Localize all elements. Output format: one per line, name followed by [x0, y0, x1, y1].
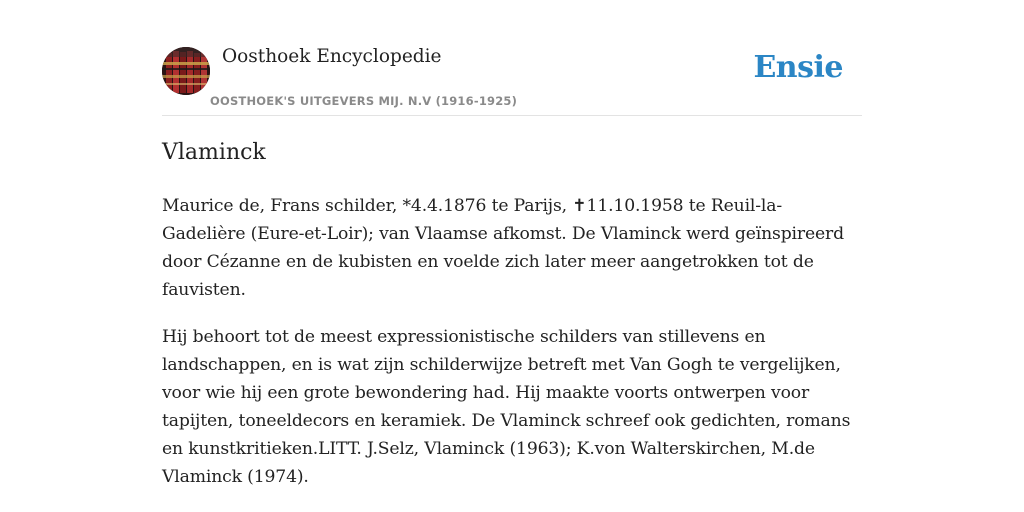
ensie-logo[interactable]: Ensie — [753, 50, 843, 85]
article-paragraph: Hij behoort tot de meest expressionistische schilders van stillevens en landschappen, en is wat zijn schilderwijze betreft met Van Gogh te vergelijken, voor wie hij een grote bewondering had. Hij maakte voorts ontwerpen voor tapijten, toneeldecors en keramiek. De Vlaminck schreef ook gedichten, romans en kunstkritieken.LITT. J.Selz, Vlaminck (1963); K.von Walterskirchen, M.de Vlaminck (1974). — [162, 327, 851, 487]
article-paragraph: Maurice de, Frans schilder, *4.4.1876 te Parijs, ✝11.10.1958 te Reuil-la-Gadelière (Eure-et-Loir); van Vlaamse afkomst. De Vlaminck werd geïnspireerd door Cézanne en de kubisten en voelde zich later meer aangetrokken tot de fauvisten. — [162, 196, 844, 300]
publisher-label: OOSTHOEK'S UITGEVERS MIJ. N.V (1916-1925) — [210, 94, 518, 108]
article-title: Vlaminck — [162, 140, 266, 165]
header — [162, 0, 862, 116]
encyclopedia-books-icon[interactable] — [162, 47, 210, 95]
article-body — [162, 192, 862, 510]
site-name[interactable]: Oosthoek Encyclopedie — [222, 46, 442, 67]
page — [162, 0, 862, 487]
